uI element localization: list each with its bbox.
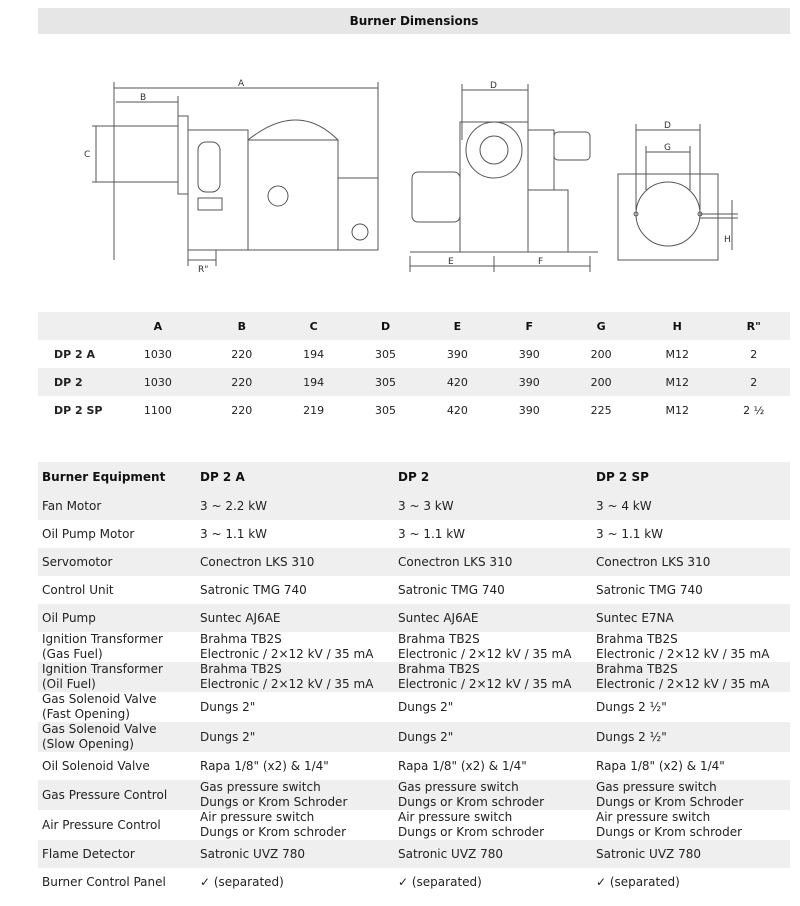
table-cell (394, 752, 592, 780)
table-cell: 220 (231, 347, 253, 361)
cell-line: 3 ~ 1.1 kW (398, 526, 466, 541)
table-cell (394, 492, 592, 520)
cell-line: Air pressure switch (200, 810, 315, 824)
header-cell: D (380, 319, 391, 333)
side-view-drawing (38, 60, 790, 280)
row-label (38, 780, 196, 810)
page-title: Burner Dimensions (38, 8, 790, 34)
table-row (38, 810, 790, 840)
cell-line: Rapa 1/8" (x2) & 1/4" (200, 758, 329, 773)
table-cell (394, 548, 592, 576)
cell-line: ✓ (separated) (596, 874, 680, 889)
cell-line: Dungs 2" (398, 699, 454, 714)
table-cell: M12 (665, 347, 690, 361)
cell-line: Dungs or Krom Schroder (596, 795, 744, 809)
cell-line: 3 ~ 2.2 kW (200, 498, 268, 513)
row-label (38, 520, 196, 548)
table-cell (394, 662, 592, 692)
table-cell: 305 (375, 347, 397, 361)
cell-line: Satronic TMG 740 (596, 582, 703, 597)
header-cell: A (153, 319, 163, 333)
table-cell: 200 (590, 375, 612, 389)
cell-line: (Slow Opening) (42, 737, 134, 751)
dim-label-d-front: D (490, 81, 497, 91)
table-row (38, 548, 790, 576)
table-cell (592, 576, 790, 604)
cell-line: Brahma TB2S (398, 632, 480, 646)
row-label (38, 604, 196, 632)
cell-line: Rapa 1/8" (x2) & 1/4" (596, 758, 725, 773)
cell-line: Satronic TMG 740 (200, 582, 307, 597)
row-label (38, 632, 196, 662)
cell-line: ✓ (separated) (200, 874, 284, 889)
cell-line: Electronic / 2×12 kV / 35 mA (398, 677, 572, 691)
dim-label-a: A (238, 79, 245, 89)
table-cell: 2 (750, 347, 758, 361)
cell-line: 3 ~ 1.1 kW (200, 526, 268, 541)
table-cell: M12 (665, 375, 690, 389)
equipment-table (38, 462, 790, 896)
header-cell: F (525, 319, 534, 333)
cell-line: (Fast Opening) (42, 707, 130, 721)
header-cell: B (237, 319, 246, 333)
table-cell: 390 (518, 347, 540, 361)
table-row (38, 840, 790, 868)
cell-line: Burner Control Panel (42, 874, 166, 889)
cell-line: Gas Solenoid Valve (42, 722, 157, 736)
table-cell: 1030 (143, 347, 172, 361)
cell-line: Satronic UVZ 780 (200, 846, 305, 861)
cell-line: Conectron LKS 310 (596, 554, 711, 569)
table-row (38, 340, 790, 368)
header-cell: DP 2 (398, 469, 430, 484)
header-cell: DP 2 SP (596, 469, 649, 484)
cell-line: (Oil Fuel) (42, 677, 96, 691)
table-cell (196, 840, 394, 868)
table-row (38, 722, 790, 752)
cell-line: Electronic / 2×12 kV / 35 mA (200, 677, 374, 691)
cell-line: ✓ (separated) (398, 874, 482, 889)
table-cell (196, 810, 394, 840)
table-row (38, 368, 790, 396)
cell-line: 3 ~ 4 kW (596, 498, 652, 513)
table-cell: 305 (375, 403, 397, 417)
dim-label-f: F (538, 257, 544, 267)
table-cell (592, 868, 790, 896)
table-cell: M12 (665, 403, 690, 417)
cell-line: Dungs or Krom Schroder (200, 795, 348, 809)
header-cell: DP 2 A (200, 469, 245, 484)
cell-line: Dungs 2" (200, 729, 256, 744)
dim-label-e: E (448, 257, 454, 267)
header-cell: E (453, 319, 462, 333)
dimensions-header-row (38, 312, 790, 340)
cell-line: Satronic UVZ 780 (596, 846, 701, 861)
table-row (38, 692, 790, 722)
table-cell: 2 (750, 375, 758, 389)
table-row (38, 520, 790, 548)
cell-line: 3 ~ 1.1 kW (596, 526, 664, 541)
table-cell (592, 492, 790, 520)
table-cell (196, 662, 394, 692)
cell-line: Air pressure switch (398, 810, 513, 824)
cell-line: Dungs or Krom schroder (200, 825, 347, 839)
table-row (38, 576, 790, 604)
row-label (38, 810, 196, 840)
table-cell (196, 576, 394, 604)
table-cell (394, 868, 592, 896)
dim-label-d-flange: D (664, 121, 671, 131)
table-cell: 219 (303, 403, 325, 417)
table-cell: 220 (231, 403, 253, 417)
header-cell: R" (746, 319, 761, 333)
table-cell (394, 604, 592, 632)
cell-line: Brahma TB2S (398, 662, 480, 676)
table-cell (196, 692, 394, 722)
table-row (38, 604, 790, 632)
table-cell (394, 810, 592, 840)
cell-line: 3 ~ 3 kW (398, 498, 454, 513)
row-label (38, 662, 196, 692)
equipment-header-row (38, 462, 790, 492)
cell-line: Gas pressure switch (200, 780, 321, 794)
cell-line: Conectron LKS 310 (200, 554, 315, 569)
burner-drawings (38, 60, 790, 280)
cell-line: Electronic / 2×12 kV / 35 mA (398, 647, 572, 661)
row-label: DP 2 SP (54, 403, 103, 417)
table-cell (196, 492, 394, 520)
header-cell: G (596, 319, 606, 333)
row-label (38, 492, 196, 520)
row-label (38, 576, 196, 604)
table-cell (592, 810, 790, 840)
table-cell (394, 692, 592, 722)
row-label (38, 840, 196, 868)
cell-line: Flame Detector (42, 846, 135, 861)
table-cell: 390 (518, 403, 540, 417)
table-cell (196, 520, 394, 548)
row-label: DP 2 (54, 375, 83, 389)
cell-line: Satronic UVZ 780 (398, 846, 503, 861)
table-cell: 225 (590, 403, 612, 417)
table-cell: 305 (375, 375, 397, 389)
dim-label-h: H (724, 235, 731, 245)
row-label (38, 548, 196, 576)
cell-line: Brahma TB2S (596, 662, 678, 676)
table-cell (196, 868, 394, 896)
cell-line: Dungs 2" (200, 699, 256, 714)
cell-line: Dungs or Krom schroder (596, 825, 743, 839)
cell-line: Satronic TMG 740 (398, 582, 505, 597)
cell-line: (Gas Fuel) (42, 647, 103, 661)
cell-line: Gas pressure switch (596, 780, 717, 794)
cell-line: Electronic / 2×12 kV / 35 mA (596, 677, 770, 691)
table-cell: 1030 (143, 375, 172, 389)
table-cell (394, 840, 592, 868)
cell-line: Oil Pump (42, 610, 96, 625)
table-cell (196, 722, 394, 752)
table-cell: 194 (303, 375, 325, 389)
table-cell (394, 576, 592, 604)
table-row (38, 492, 790, 520)
table-cell (592, 632, 790, 662)
cell-line: Dungs 2" (398, 729, 454, 744)
table-cell: 420 (446, 403, 468, 417)
table-cell (592, 752, 790, 780)
cell-line: Dungs or Krom schroder (398, 825, 545, 839)
dim-label-c: C (84, 150, 91, 160)
table-cell (196, 780, 394, 810)
table-cell: 420 (446, 375, 468, 389)
cell-line: Suntec AJ6AE (200, 610, 281, 625)
table-cell: 200 (590, 347, 612, 361)
table-cell: 390 (446, 347, 468, 361)
dimensions-table (38, 312, 790, 424)
header-cell (38, 312, 110, 340)
table-cell (196, 548, 394, 576)
cell-line: Fan Motor (42, 498, 102, 513)
table-cell: 220 (231, 375, 253, 389)
dim-label-b: B (140, 93, 147, 103)
table-cell (592, 780, 790, 810)
table-cell (592, 662, 790, 692)
table-cell (592, 722, 790, 752)
cell-line: Servomotor (42, 554, 113, 569)
table-row (38, 662, 790, 692)
cell-line: Ignition Transformer (42, 632, 163, 646)
row-label (38, 752, 196, 780)
cell-line: Conectron LKS 310 (398, 554, 513, 569)
table-cell: 390 (518, 375, 540, 389)
cell-line: Brahma TB2S (200, 632, 282, 646)
table-cell: 1100 (143, 403, 172, 417)
cell-line: Oil Solenoid Valve (42, 758, 150, 773)
table-cell (394, 520, 592, 548)
table-cell (592, 520, 790, 548)
cell-line: Oil Pump Motor (42, 526, 135, 541)
row-label (38, 692, 196, 722)
row-label: DP 2 A (54, 347, 96, 361)
table-cell (394, 632, 592, 662)
row-label (38, 868, 196, 896)
table-cell (592, 840, 790, 868)
cell-line: Suntec AJ6AE (398, 610, 479, 625)
cell-line: Gas Solenoid Valve (42, 692, 157, 706)
table-row (38, 752, 790, 780)
cell-line: Brahma TB2S (596, 632, 678, 646)
table-cell (592, 604, 790, 632)
dim-label-g: G (664, 143, 671, 153)
table-row (38, 868, 790, 896)
table-cell (592, 548, 790, 576)
table-cell (196, 752, 394, 780)
cell-line: Electronic / 2×12 kV / 35 mA (596, 647, 770, 661)
cell-line: Air Pressure Control (42, 817, 161, 832)
dim-label-r: R" (198, 265, 209, 275)
cell-line: Ignition Transformer (42, 662, 163, 676)
table-row (38, 780, 790, 810)
cell-line: Air pressure switch (596, 810, 711, 824)
table-cell (196, 604, 394, 632)
cell-line: Dungs 2 ½" (596, 729, 667, 744)
cell-line: Dungs or Krom schroder (398, 795, 545, 809)
row-label (38, 722, 196, 752)
cell-line: Electronic / 2×12 kV / 35 mA (200, 647, 374, 661)
cell-line: Dungs 2 ½" (596, 699, 667, 714)
table-row (38, 396, 790, 424)
table-row (38, 632, 790, 662)
table-cell: 194 (303, 347, 325, 361)
header-cell: H (672, 319, 682, 333)
cell-line: Gas pressure switch (398, 780, 519, 794)
cell-line: Rapa 1/8" (x2) & 1/4" (398, 758, 527, 773)
cell-line: Gas Pressure Control (42, 787, 168, 802)
table-cell (592, 692, 790, 722)
table-cell: 2 ½ (743, 403, 765, 417)
cell-line: Suntec E7NA (596, 610, 674, 625)
table-cell (196, 632, 394, 662)
header-cell: Burner Equipment (42, 469, 166, 484)
cell-line: Brahma TB2S (200, 662, 282, 676)
table-cell (394, 780, 592, 810)
cell-line: Control Unit (42, 582, 114, 597)
table-cell (394, 722, 592, 752)
header-cell: C (309, 319, 318, 333)
